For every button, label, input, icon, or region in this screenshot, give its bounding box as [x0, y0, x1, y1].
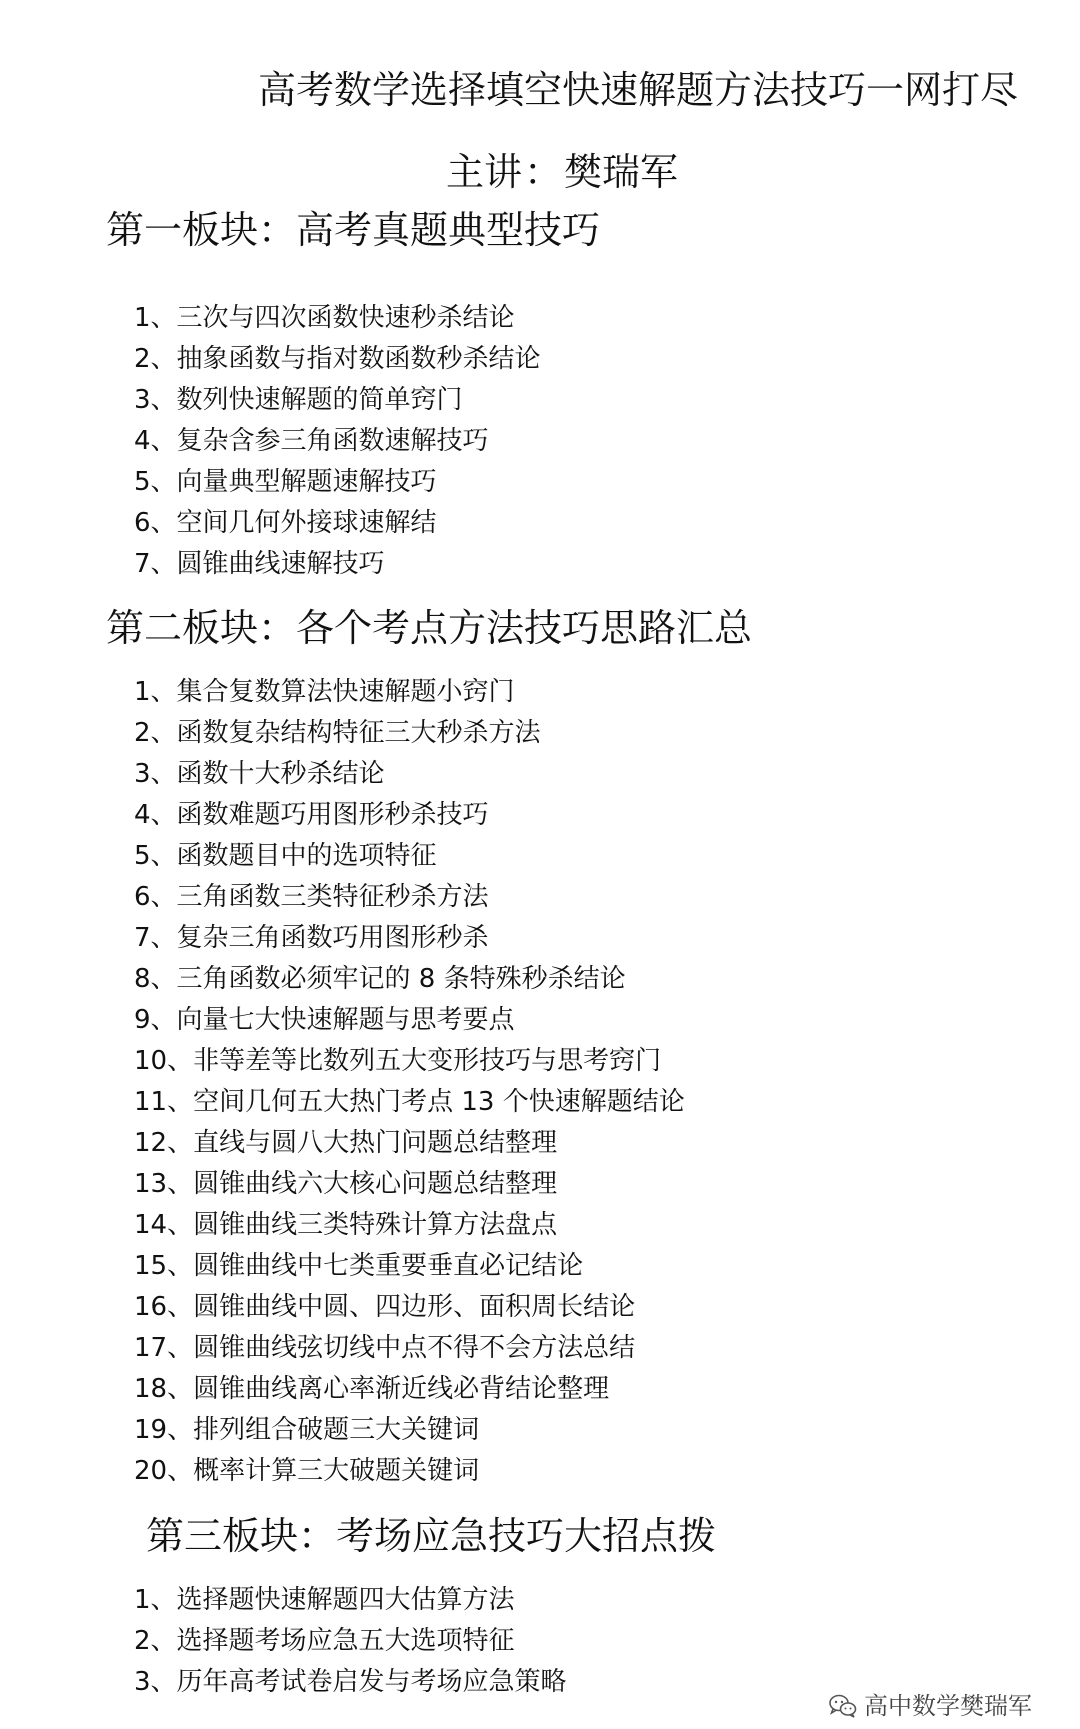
speaker-separator: ： [524, 150, 563, 194]
item-text: 圆锥曲线中七类重要垂直必记结论 [193, 1251, 584, 1281]
list-item [134, 1369, 609, 1409]
item-text: 圆锥曲线中圆、四边形、面积周长结论 [193, 1292, 636, 1322]
item-text: 排列组合破题三大关键词 [193, 1415, 480, 1445]
list-item [134, 1451, 479, 1491]
item-text: 向量典型解题速解技巧 [176, 467, 437, 497]
list-item [134, 754, 385, 794]
item-number: 1、 [134, 303, 177, 333]
item-number: 3、 [134, 385, 177, 415]
list-item [134, 1082, 685, 1122]
item-number: 3、 [134, 1667, 177, 1697]
item-text: 直线与圆八大热门问题总结整理 [193, 1128, 558, 1158]
list-item [134, 1287, 635, 1327]
list-item [134, 1246, 583, 1286]
item-number: 1、 [134, 677, 177, 707]
wechat-icon [828, 1693, 858, 1719]
item-number: 2、 [134, 1626, 177, 1656]
item-text: 抽象函数与指对数函数秒杀结论 [176, 344, 541, 374]
list-item [134, 1328, 635, 1368]
list-item [134, 672, 515, 712]
section-heading-1: 第一板块：高考真题典型技巧 [106, 208, 601, 252]
item-number: 14、 [134, 1210, 194, 1240]
item-text: 历年高考试卷启发与考场应急策略 [176, 1667, 567, 1697]
item-number: 17、 [134, 1333, 194, 1363]
list-item [134, 544, 385, 584]
list-item [134, 836, 437, 876]
item-number: 15、 [134, 1251, 194, 1281]
item-number: 3、 [134, 759, 177, 789]
item-number: 20、 [134, 1456, 194, 1486]
list-item [134, 1410, 479, 1450]
speaker-label: 主讲 [446, 150, 523, 194]
item-number: 6、 [134, 882, 177, 912]
item-number: 9、 [134, 1005, 177, 1035]
item-text: 圆锥曲线速解技巧 [176, 549, 385, 579]
item-text: 概率计算三大破题关键词 [193, 1456, 480, 1486]
item-number: 7、 [134, 549, 177, 579]
item-text: 函数题目中的选项特征 [176, 841, 437, 871]
item-text: 三角函数三类特征秒杀方法 [176, 882, 489, 912]
item-number: 7、 [134, 923, 177, 953]
item-text: 非等差等比数列五大变形技巧与思考窍门 [193, 1046, 662, 1076]
item-text: 函数十大秒杀结论 [176, 759, 385, 789]
item-number: 8、 [134, 964, 177, 994]
item-text: 三角函数必须牢记的 8 条特殊秒杀结论 [176, 964, 626, 994]
list-item [134, 462, 437, 502]
list-item [134, 1041, 661, 1081]
item-number: 2、 [134, 718, 177, 748]
item-number: 12、 [134, 1128, 194, 1158]
list-item [134, 1164, 557, 1204]
list-item [134, 1123, 557, 1163]
document-title: 高考数学选择填空快速解题方法技巧一网打尽 [258, 68, 1019, 112]
list-item [134, 1580, 515, 1620]
list-item [134, 1621, 515, 1661]
list-item [134, 959, 626, 999]
item-text: 选择题快速解题四大估算方法 [176, 1585, 515, 1615]
item-text: 空间几何外接球速解结 [176, 508, 437, 538]
item-text: 选择题考场应急五大选项特征 [176, 1626, 515, 1656]
item-text: 三次与四次函数快速秒杀结论 [176, 303, 515, 333]
item-number: 10、 [134, 1046, 194, 1076]
item-text: 圆锥曲线六大核心问题总结整理 [193, 1169, 558, 1199]
item-number: 4、 [134, 800, 177, 830]
item-number: 18、 [134, 1374, 194, 1404]
item-text: 集合复数算法快速解题小窍门 [176, 677, 515, 707]
item-text: 圆锥曲线离心率渐近线必背结论整理 [193, 1374, 610, 1404]
item-text: 圆锥曲线弦切线中点不得不会方法总结 [193, 1333, 636, 1363]
list-item [134, 1205, 557, 1245]
speaker-line [446, 144, 678, 200]
list-item [134, 1000, 515, 1040]
list-item [134, 918, 489, 958]
watermark-text: 高中数学樊瑞军 [864, 1692, 1032, 1720]
list-item [134, 380, 463, 420]
list-item [134, 1662, 567, 1702]
section-heading-2: 第二板块：各个考点方法技巧思路汇总 [106, 606, 753, 650]
item-number: 6、 [134, 508, 177, 538]
item-number: 19、 [134, 1415, 194, 1445]
list-item [134, 298, 515, 338]
list-item [134, 421, 489, 461]
item-text: 数列快速解题的简单窍门 [176, 385, 463, 415]
list-item [134, 795, 489, 835]
section-heading-3: 第三板块：考场应急技巧大招点拨 [146, 1514, 717, 1558]
list-item [134, 339, 541, 379]
speaker-name: 樊瑞军 [564, 150, 679, 194]
watermark [828, 1690, 1032, 1722]
item-number: 5、 [134, 841, 177, 871]
item-text: 函数难题巧用图形秒杀技巧 [176, 800, 489, 830]
list-item [134, 877, 489, 917]
item-number: 13、 [134, 1169, 194, 1199]
item-text: 函数复杂结构特征三大秒杀方法 [176, 718, 541, 748]
item-number: 11、 [134, 1087, 194, 1117]
item-text: 复杂含参三角函数速解技巧 [176, 426, 489, 456]
item-number: 1、 [134, 1585, 177, 1615]
list-item [134, 713, 541, 753]
item-text: 圆锥曲线三类特殊计算方法盘点 [193, 1210, 558, 1240]
item-number: 4、 [134, 426, 177, 456]
item-number: 2、 [134, 344, 177, 374]
item-text: 向量七大快速解题与思考要点 [176, 1005, 515, 1035]
item-number: 16、 [134, 1292, 194, 1322]
item-number: 5、 [134, 467, 177, 497]
item-text: 复杂三角函数巧用图形秒杀 [176, 923, 489, 953]
item-text: 空间几何五大热门考点 13 个快速解题结论 [193, 1087, 685, 1117]
list-item [134, 503, 437, 543]
